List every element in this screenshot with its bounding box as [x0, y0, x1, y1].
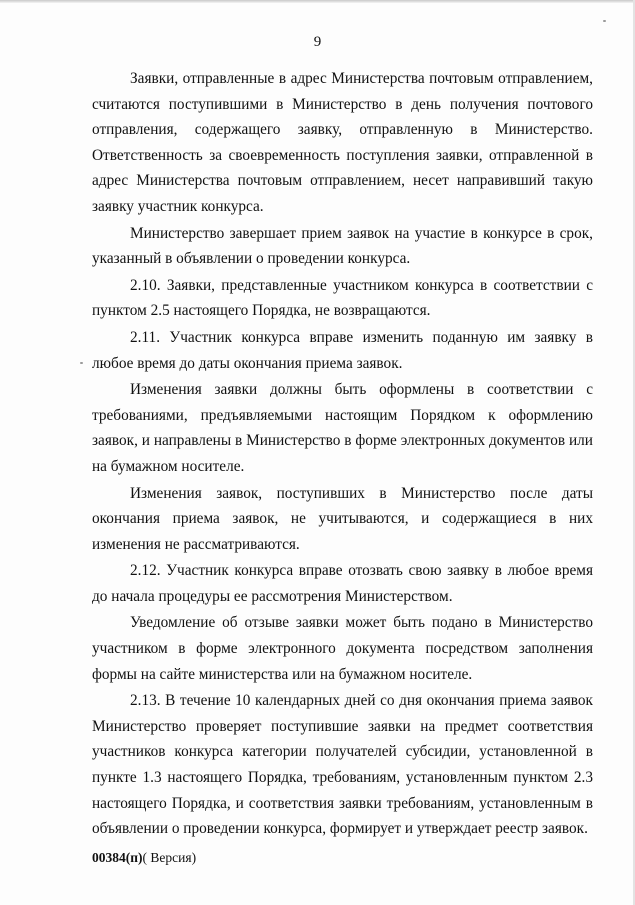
document-code: 00384(п) [92, 850, 143, 865]
version-label: ( Версия) [142, 850, 197, 865]
document-body [92, 66, 593, 842]
paragraph-changes-format: Изменения заявки должны быть оформлены в соответствии с требованиями, предъявляемыми настоящим Порядком к оформлению заявок, и направлены в Министерство в форме электронных документов или на бумажном носителе. [92, 381, 593, 475]
scan-top-edge [0, 0, 635, 3]
paragraph-2-11: 2.11. Участник конкурса вправе изменить поданную им заявку в любое время до даты окончания приема заявок. [92, 328, 593, 372]
paragraph-late-changes: Изменения заявок, поступивших в Министерство после даты окончания приема заявок, не учитываются, и содержащиеся в них изменения не рассматриваются. [92, 484, 593, 553]
page-number: 9 [313, 34, 322, 50]
scan-speck [603, 20, 606, 22]
paragraph-2-12: 2.12. Участник конкурса вправе отозвать свою заявку в любое время до начала процедуры ее рассмотрения Министерством. [92, 562, 593, 605]
paragraph-postal-applications: Заявки, отправленные в адрес Министерства почтовым отправлением, считаются поступившими в Министерство в день получения почтового отправления, содержащего заявку, отправленную в Министерство. Ответственность за своевременность поступления заявки, отправленной в адрес Министерства почтовым отправлением, несет направивший такую заявку участник конкурса. [92, 70, 593, 215]
paragraph-2-13: 2.13. В течение 10 календарных дней со дня окончания приема заявок Министерство проверяет поступившие заявки на предмет соответствия участников конкурса категории получателей субсидии, установленной в пункте 1.3 настоящего Порядка, требованиям, установленным пунктом 2.3 настоящего Порядка, и соответствия заявки требованиям, установленным в объявлении о проведении конкурса, формирует и утверждает реестр заявок. [92, 692, 593, 838]
paragraph-2-10: 2.10. Заявки, представленные участником конкурса в соответствии с пунктом 2.5 настоящего Порядка, не возвращаются. [92, 276, 593, 320]
scan-speck [80, 362, 83, 364]
document-footer [92, 850, 196, 866]
paragraph-application-deadline: Министерство завершает прием заявок на участие в конкурсе в срок, указанный в объявлении о проведении конкурса. [92, 224, 593, 268]
paragraph-withdrawal-notice: Уведомление об отзыве заявки может быть подано в Министерство участником в форме электронного документа посредством заполнения формы на сайте министерства или на бумажном носителе. [92, 614, 593, 683]
